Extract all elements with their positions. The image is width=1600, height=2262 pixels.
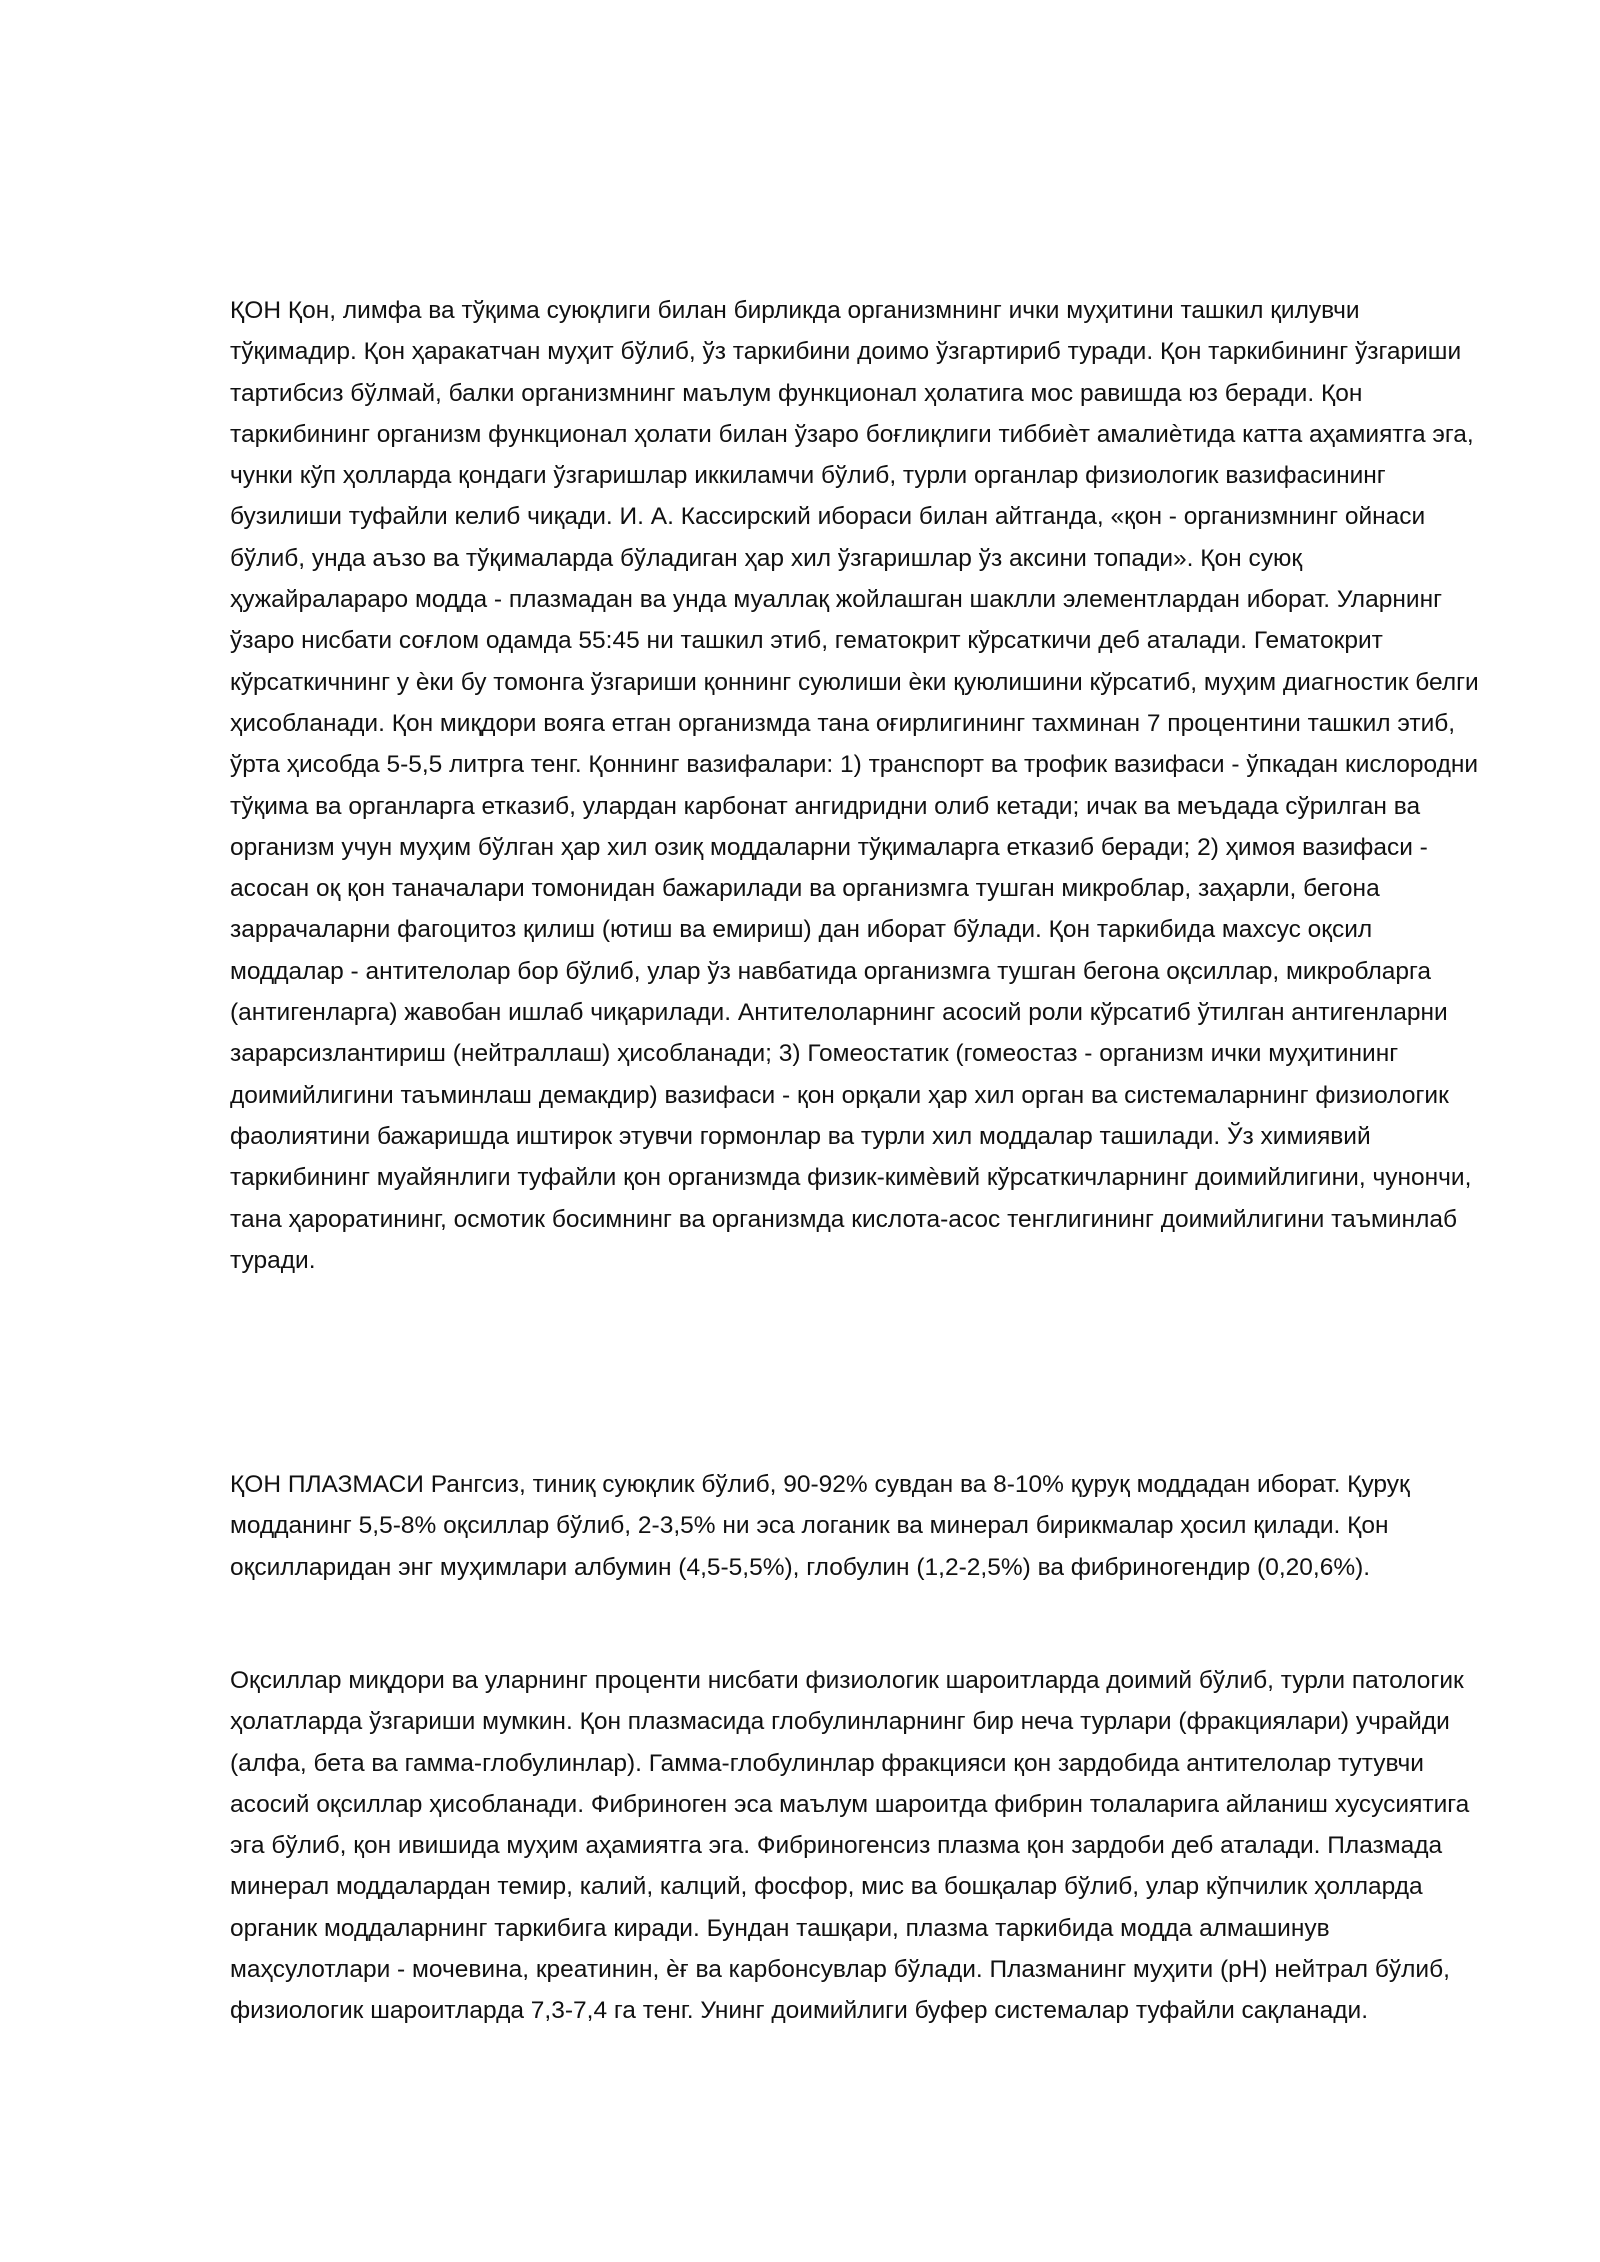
paragraph-plasma-proteins: Оқсиллар миқдори ва уларнинг проценти нисбати физиологик шароитларда доимий бўлиб, турли патологик ҳолатларда ўзгариши мумкин. Қон плазмасида глобулинларнинг бир неча турлари (фракциялари) учрайди (алфа, бета ва гамма-глобулинлар). Гамма-глобулинлар фракцияси қон зардобида антителолар тутувчи асосий оқсиллар ҳисобланади. Фибриноген эса маълум шароитда фибрин толаларига айланиш хусусиятига эга бўлиб, қон ивишида муҳим аҳамиятга эга. Фибриногенсиз плазма қон зардоби деб аталади. Плазмада минерал моддалардан темир, калий, калций, фосфор, мис ва бошқалар бўлиб, улар кўпчилик ҳолларда органик моддаларнинг таркибига киради. Бундан ташқари, плазма таркибида модда алмашинув маҳсулотлари - мочевина, креатинин, ѐғ ва карбонсувлар бўлади. Плазманинг муҳити (рН) нейтрал бўлиб, физиологик шароитларда 7,3-7,4 га тенг. Унинг доимийлиги буфер системалар туфайли сақланади.: [230, 1667, 1470, 2025]
paragraph-blood-intro: ҚОН Қон, лимфа ва тўқима суюқлиги билан бирликда организмнинг ички муҳитини ташкил қилувчи тўқимадир. Қон ҳаракатчан муҳит бўлиб, ўз таркибини доимо ўзгартириб туради. Қон таркибининг ўзгариши тартибсиз бўлмай, балки организмнинг маълум функционал ҳолатига мос равишда юз беради. Қон таркибининг организм функционал ҳолати билан ўзаро боғлиқлиги тиббиѐт амалиѐтида катта аҳамиятга эга, чунки кўп ҳолларда қондаги ўзгаришлар иккиламчи бўлиб, турли органлар физиологик вазифасининг бузилиши туфайли келиб чиқади. И. А. Кассирский ибораси билан айтганда, «қон - организмнинг ойнаси бўлиб, унда аъзо ва тўқималарда бўладиган ҳар хил ўзгаришлар ўз аксини топади». Қон суюқ ҳужайралараро модда - плазмадан ва унда муаллақ жойлашган шаклли элементлардан иборат. Уларнинг ўзаро нисбати соғлом одамда 55:45 ни ташкил этиб, гематокрит кўрсаткичи деб аталади. Гематокрит кўрсаткичнинг у ѐки бу томонга ўзгариши қоннинг суюлиши ѐки қуюлишини кўрсатиб, муҳим диагностик белги ҳисобланади. Қон миқдори вояга етган организмда тана оғирлигининг тахминан 7 процентини ташкил этиб, ўрта ҳисобда 5-5,5 литрга тенг. Қоннинг вазифалари: 1) транспорт ва трофик вазифаси - ўпкадан кислородни тўқима ва органларга етказиб, улардан карбонат ангидридни олиб кетади; ичак ва меъдада сўрилган ва организм учун муҳим бўлган ҳар хил озиқ моддаларни тўқималарга етказиб беради; 2) ҳимоя вазифаси - асосан оқ қон таначалари томонидан бажарилади ва организмга тушган микроблар, заҳарли, бегона заррачаларни фагоцитоз қилиш (ютиш ва емириш) дан иборат бўлади. Қон таркибида махсус оқсил моддалар - антителолар бор бўлиб, улар ўз навбатида организмга тушган бегона оқсиллар, микробларга (антигенларга) жавобан ишлаб чиқарилади. Антителоларнинг асосий роли кўрсатиб ўтилган антигенларни зарарсизлантириш (нейтраллаш) ҳисобланади; 3) Гомеостатик (гомеостаз - организм ички муҳитининг доимийлигини таъминлаш демакдир) вазифаси - қон орқали ҳар хил орган ва системаларнинг физиологик фаолиятини бажаришда иштирок этувчи гормонлар ва турли хил моддалар ташилади. Ўз химиявий таркибининг муайянлиги туфайли қон организмда физик-кимѐвий кўрсаткичларнинг доимийлигини, чунончи, тана ҳароратининг, осмотик босимнинг ва организмда кислота-асос тенглигининг доимийлигини таъминлаб туради.: [230, 297, 1479, 1274]
paragraph-blood-plasma: ҚОН ПЛАЗМАСИ Рангсиз, тиниқ суюқлик бўлиб, 90-92% сувдан ва 8-10% қуруқ моддадан иборат. Қуруқ модданинг 5,5-8% оқсиллар бўлиб, 2-3,5% ни эса логаник ва минерал бирикмалар ҳосил қилади. Қон оқсилларидан энг муҳимлари албумин (4,5-5,5%), глобулин (1,2-2,5%) ва фибриногендир (0,20,6%).: [230, 1471, 1410, 1581]
